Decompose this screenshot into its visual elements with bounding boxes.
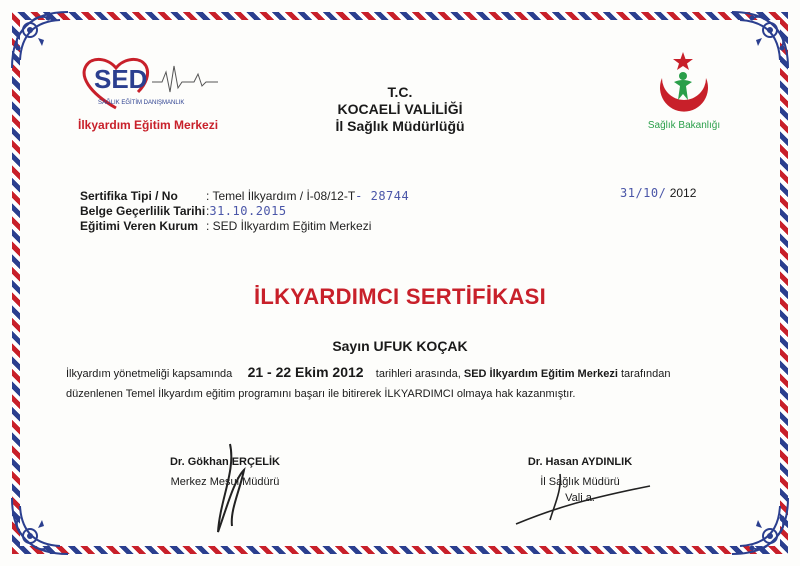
header-line-valilik: KOCAELİ VALİLİĞİ [337,101,463,117]
info-label: Eğitimi Veren Kurum [80,218,199,233]
body-text: düzenlenen Temel İlkyardım eğitim programını başarı ile bitirerek İLKYARDIMCI olmaya hak kazanmıştır. [66,388,576,400]
signatory-title: İl Sağlık Müdürü [540,476,620,488]
ministry-caption: Sağlık Bakanlığı [647,120,721,131]
info-row [80,203,409,218]
sed-logo-icon [78,52,228,114]
info-label: Belge Geçerlilik Tarihi [80,203,206,218]
signatory-title: Merkez Mesul Müdürü [170,476,280,488]
issue-date [620,186,696,200]
signatory-title-2: Vali a. [565,492,595,504]
signature-scribble-icon [200,440,270,540]
sed-caption: İlkyardım Eğitim Merkezi [78,118,219,132]
ministry-logo-icon [648,48,718,118]
info-row [80,188,409,203]
training-organization: SED İlkyardım Eğitim Merkezi [463,368,618,380]
body-text: tarafından [620,368,671,380]
info-handwritten: - 28744 [355,188,410,203]
issue-date-year: 2012 [669,186,697,200]
info-handwritten: 31.10.2015 [209,203,287,218]
issue-date-handwritten: 31/10/ [620,186,667,200]
corner-ornament-icon [728,8,792,72]
certificate-info [80,188,409,233]
info-row [80,218,409,233]
certificate-title: İLKYARDIMCI SERTİFİKASI [253,284,547,309]
signatory-name: Dr. Gökhan ERÇELİK [169,456,281,468]
certificate-body [66,362,734,404]
corner-ornament-icon [728,494,792,558]
header-line-mudurluk: İl Sağlık Müdürlüğü [335,118,465,134]
signatory-name: Dr. Hasan AYDINLIK [527,456,633,468]
signature-scribble-icon [510,470,660,530]
info-label: Sertifika Tipi / No [80,188,178,203]
body-text: İlkyardım yönetmeliği kapsamında [66,368,233,380]
recipient-name: Sayın UFUK KOÇAK [332,338,468,354]
sed-logo-text: SED [94,64,148,94]
info-value: : Temel İlkyardım / İ-08/12-T [206,188,356,203]
corner-ornament-icon [8,8,72,72]
body-text: tarihleri arasında, [375,368,461,380]
header-line-tc: T.C. [387,84,413,100]
info-value: : SED İlkyardım Eğitim Merkezi [206,218,372,233]
sed-logo-subtitle: SAĞLIK EĞİTİM DANIŞMANLIK [98,100,185,106]
training-dates: 21 - 22 Ekim 2012 [247,364,364,380]
info-value: : [206,203,210,218]
corner-ornament-icon [8,494,72,558]
issuer-header [300,84,500,135]
